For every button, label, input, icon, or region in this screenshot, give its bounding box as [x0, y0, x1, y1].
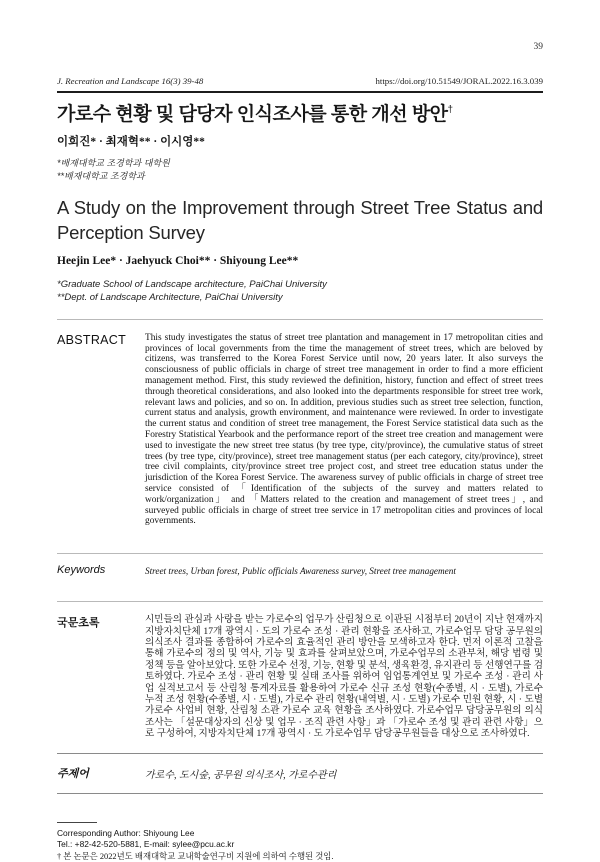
abstract-section [57, 320, 543, 539]
title-dagger: † [447, 104, 453, 116]
page-number: 39 [533, 42, 543, 52]
corresponding-author: Corresponding Author: Shiyoung Lee [57, 827, 195, 838]
doi-text: https://doi.org/10.51549/JORAL.2022.16.3.039 [375, 76, 543, 86]
korean-authors: 이희진* · 최재혁** · 이시영** [57, 135, 205, 148]
korean-affiliation-2: **배재대학교 조경학과 [57, 170, 145, 181]
running-header [57, 76, 543, 93]
journal-reference: J. Recreation and Landscape 16(3) 39-48 [57, 76, 204, 86]
korean-title-text: 가로수 현황 및 담당자 인식조사를 통한 개선 방안 [57, 104, 448, 125]
footer [57, 828, 543, 862]
korean-abstract-label: 국문초록 [57, 617, 100, 630]
korean-abstract-section [57, 602, 543, 752]
keywords-section [57, 554, 543, 587]
korean-affiliation-1: *배재대학교 조경학과 대학원 [57, 157, 170, 168]
abstract-label: ABSTRACT [57, 332, 127, 347]
abstract-text: This study investigates the status of street tree plantation and management in 17 metropolitan cities and provinces of local governments from the time the management of street trees, which are beloved by citizens, was transferred to the Korea Forest Service until now, 20 years later. It also surveys the consciousness of public officials in charge of street tree management in order to find a more efficient management method. First, this study reviewed the definition, history, function and effect of street trees through theoretical considerations, and also looked into the departments responsible for street tree work, relevant laws and policies, and so on. In addition, previous studies such as street tree selection, function, current status and analysis, growth environment, and maintenance were reviewed. In order to investigate the current status and condition of street tree management, the Forest Service statistical data such as the Forestry Statistical Yearbook and the performance report of the street tree creation and management were used to investigate the new street tree status (by tree type, city/province), the cumulative status of street trees (by tree type, city/province), street tree management status (per each category, city/province), street tree civil complaints, city/province street tree project cost, and street tree education status under the jurisdiction of the Korea Forest Service. The awareness survey of public officials in charge of street tree service consisted of 「Identification of the subjects of the survey and matters related to work/organization」 and 「Matters related to the creation and management of street trees」, and surveyed public officials in charge of street tree service in 17 metropolitan cities and provinces of local governments. [145, 332, 543, 527]
subject-words-section [57, 754, 543, 793]
korean-abstract-text: 시민들의 관심과 사랑을 받는 가로수의 업무가 산림청으로 이관된 시점부터 20년이 지난 현재까지 지방자치단체 17개 광역시 · 도의 가로수 조성 · 관리 현황을 조사하고, 가로수업무 담당 공무원의 의식조사 결과를 종합하여 가로수의 효율적인 관리 방안을 모색하고자 한다. 먼저 이론적 고찰을 통해 가로수의 정의 및 역사, 기능 및 효과를 살펴보았으며, 가로수업무의 소관부처, 해당 법령 및 정책 등을 알아보았다. 또한 가로수 선정, 기능, 현황 및 분석, 생육환경, 유지관리 등 선행연구를 검토하였다. 가로수 조성 · 관리 현황 및 실태 조사를 위하여 임업통계연보 및 가로수 조성 · 관리 사업 실적보고서 등 산림청 통계자료를 활용하여 가로수 신규 조성 현황(수종별, 시 · 도별), 가로수 누적 조성 현황(수종별, 시 · 도별), 가로수 관리 현황(내역별, 시 · 도별) 가로수 민원 현황, 시 · 도별 가로수 사업비 현황, 산림청 소관 가로수 교육 현황을 조사하였다. 가로수업무 담당공무원의 의식조사는 「설문대상자의 신상 및 업무 · 조직 관련 사항」과 「가로수 조성 및 관리 관련 사항」으로 구성하여, 지방자치단체 17개 광역시 · 도 가로수업무 담당공무원들을 대상으로 조사하였다. [145, 614, 543, 740]
subject-words-text: 가로수, 도시숲, 공무원 의식조사, 가로수관리 [145, 769, 337, 781]
keywords-text: Street trees, Urban forest, Public officials Awareness survey, Street tree management [145, 566, 456, 577]
english-affiliations [57, 278, 543, 305]
english-affiliation-1: *Graduate School of Landscape architecture, PaiChai University [57, 278, 327, 290]
korean-title [57, 103, 543, 127]
contact-info: Tel.: +82-42-520-5881, E-mail: sylee@pcu.ac.kr [57, 838, 235, 849]
english-authors: Heejin Lee* · Jaehyuck Choi** · Shiyoung Lee** [57, 254, 299, 267]
keywords-label: Keywords [57, 564, 106, 577]
funding-note: † 본 논문은 2022년도 배재대학교 교내학술연구비 지원에 의하여 수행된 것임. [57, 851, 334, 861]
korean-affiliations [57, 157, 543, 183]
divider-below-subject-words [57, 793, 543, 794]
english-title: A Study on the Improvement through Street Tree Status and Perception Survey [57, 196, 543, 243]
subject-words-label: 주제어 [57, 767, 89, 780]
english-affiliation-2: **Dept. of Landscape Architecture, PaiChai University [57, 292, 283, 304]
footnote-separator [57, 822, 97, 823]
